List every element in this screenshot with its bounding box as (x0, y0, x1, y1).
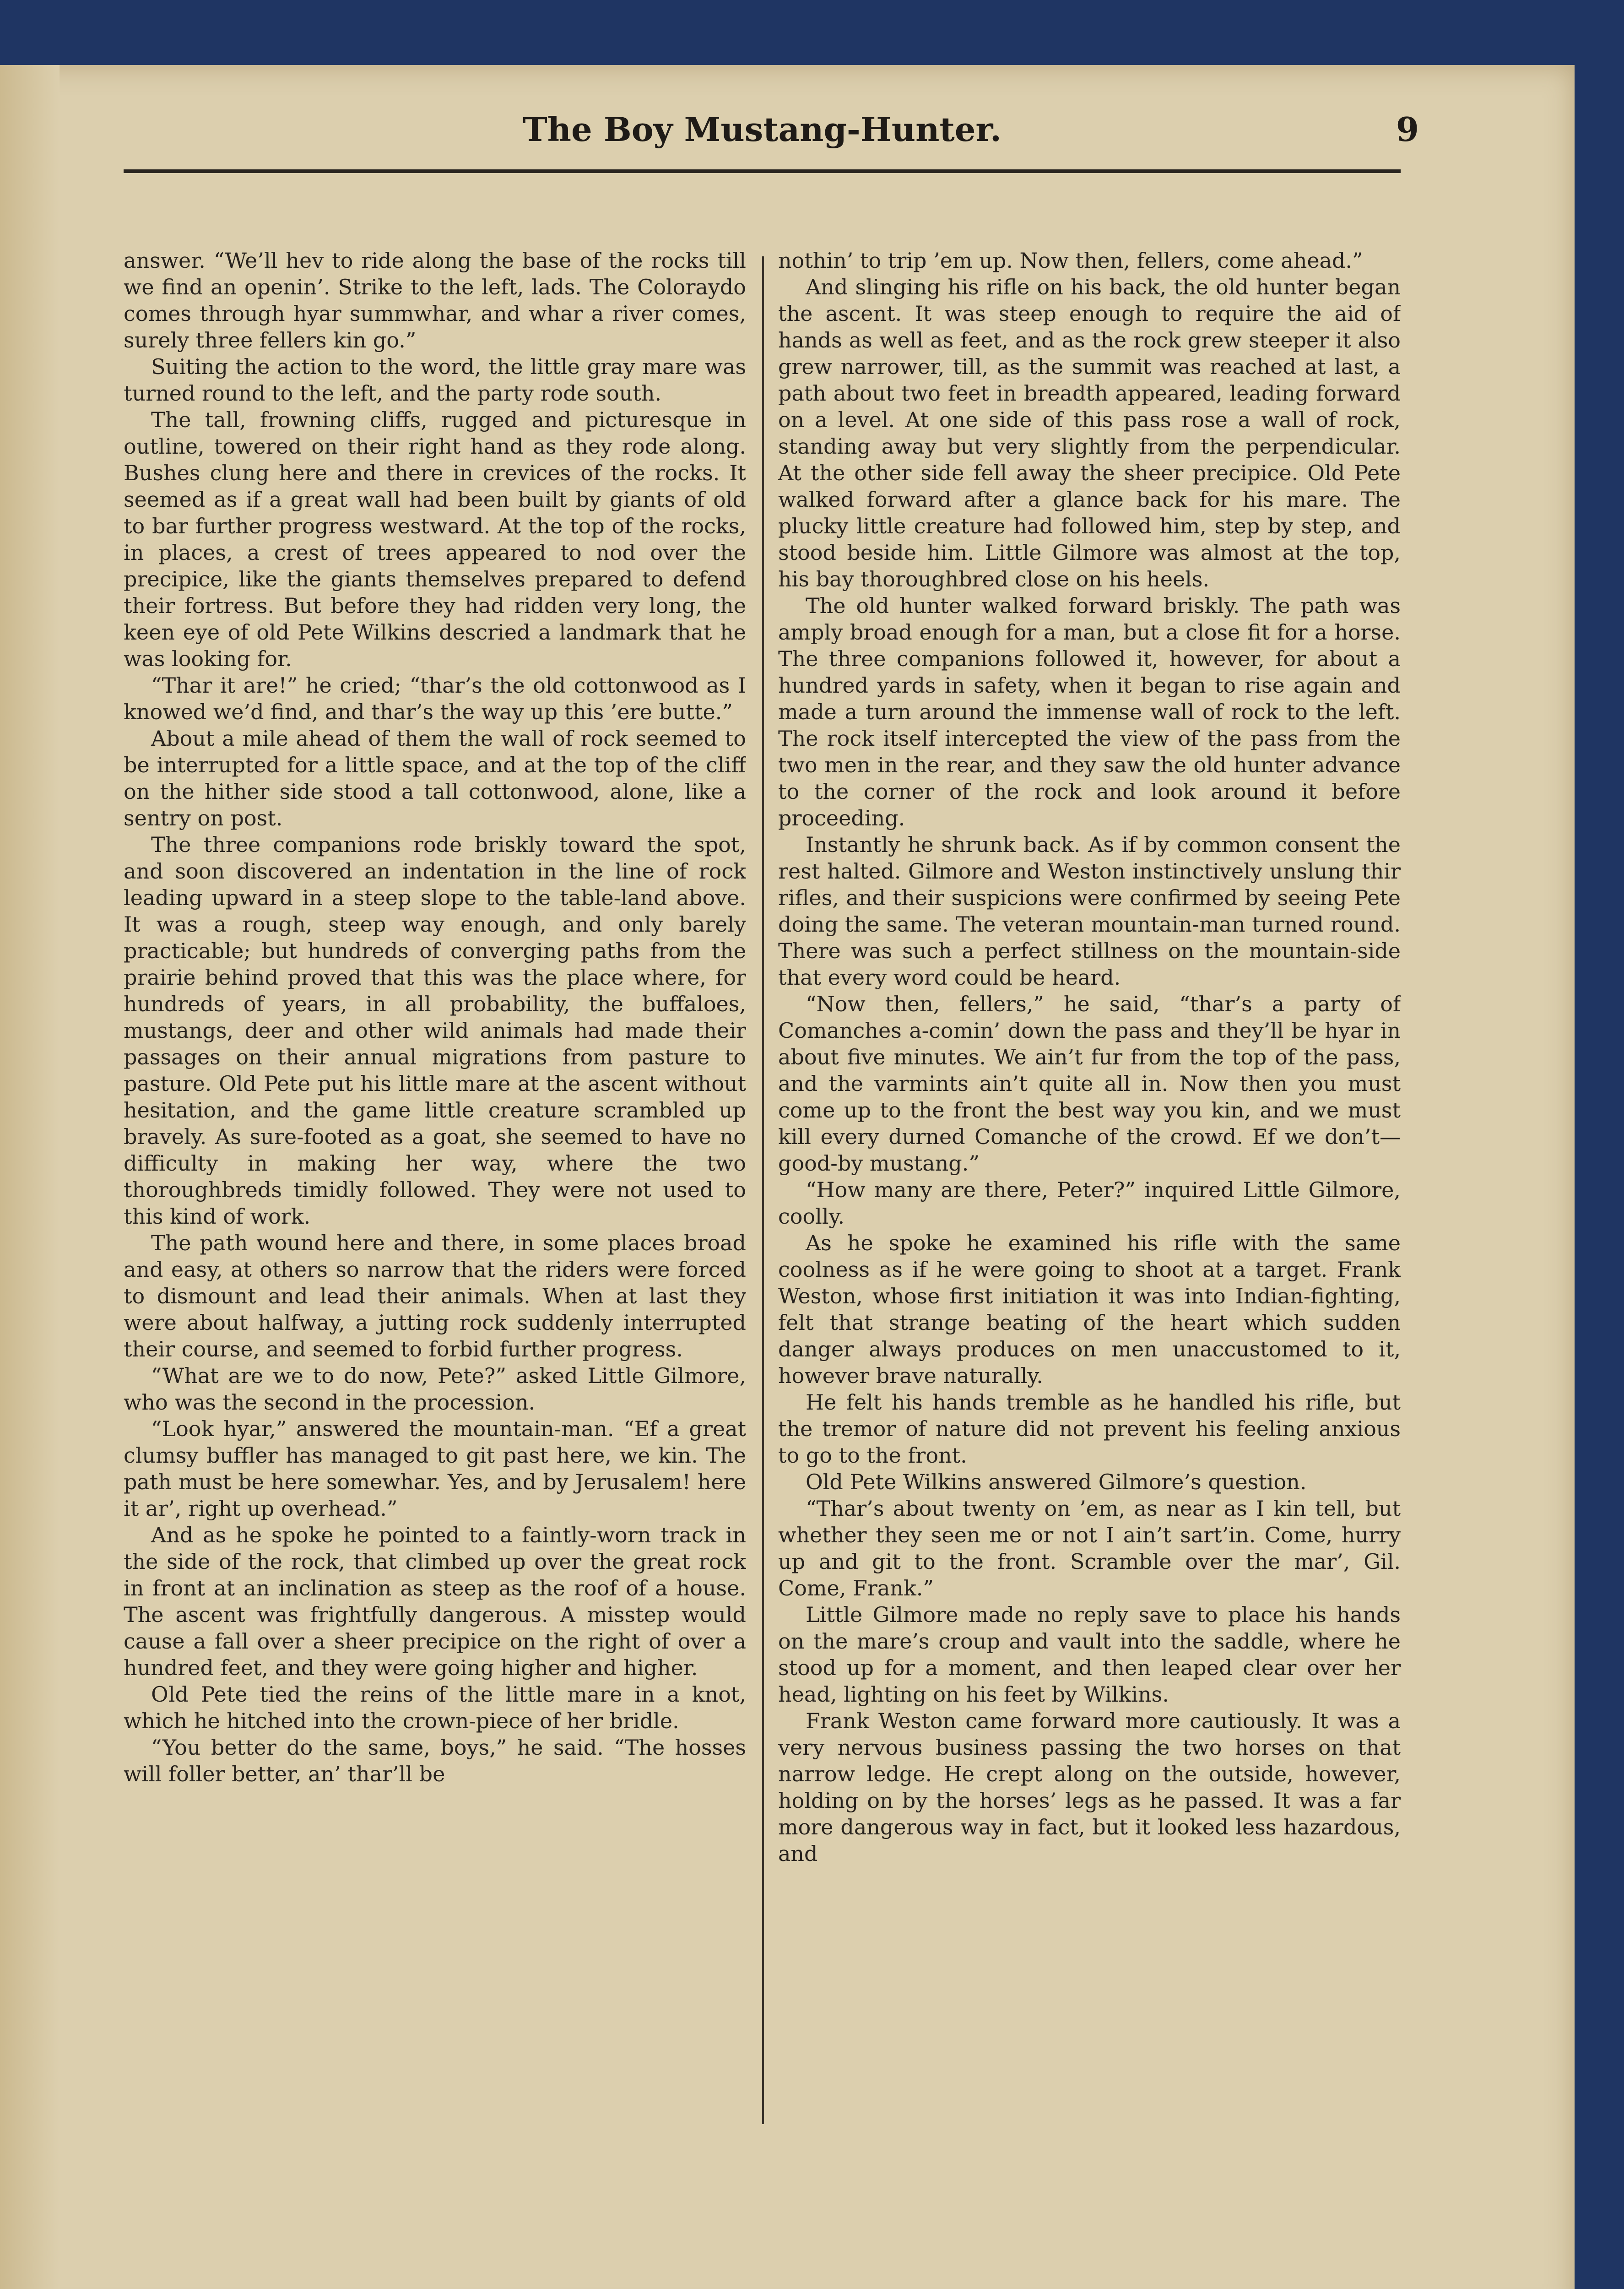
paragraph: About a mile ahead of them the wall of rock seemed to be interrupted for a little space, and at the top of the cliff on the hither side stood a tall cottonwood, alone, like a sentry on post. (124, 726, 746, 830)
paragraph: The three companions rode briskly toward the spot, and soon discovered an indentation in the line of rock leading upward in a steep slope to the table-land above. It was a rough, steep way enough, and only barely practicable; but hundreds of converging paths from the prairie behind proved that this was the place where, for hundreds of years, in all probability, the buffaloes, mustangs, deer and other wild animals had made their passages on their annual migrations from pasture to pasture. Old Pete put his little mare at the ascent without hesitation, and the game little creature scrambled up bravely. As sure-footed as a goat, she seemed to have no difficulty in making her way, where the two thoroughbreds timidly followed. They were not used to this kind of work. (124, 832, 746, 1229)
paragraph: nothin’ to trip ’em up. Now then, fellers, come ahead.” (778, 248, 1363, 273)
page-title: The Boy Mustang-Hunter. (523, 110, 1001, 149)
left-text-column (124, 247, 746, 2124)
paragraph: Little Gilmore made no reply save to place his hands on the mare’s croup and vault into the saddle, where he stood up for a moment, and then leaped clear over her head, lighting on his feet by Wilkins. (778, 1602, 1401, 1707)
paragraph: “Now then, fellers,” he said, “thar’s a party of Comanches a-comin’ down the pass and they’ll be hyar in about five minutes. We ain’t fur from the top of the pass, and the varmints ain’t quite all in. Now then you must come up to the front the best way you kin, and we must kill every durned Comanche of the crowd. Ef we don’t—good-by mustang.” (778, 992, 1401, 1176)
running-head (124, 105, 1419, 173)
paragraph: Frank Weston came forward more cautiously. It was a very nervous business passing the two horses on that narrow ledge. He crept along on the outside, however, holding on by the horses’ legs as he passed. It was a far more dangerous way in fact, but it looked less hazardous, and (778, 1709, 1401, 1866)
paragraph: And as he spoke he pointed to a faintly-worn track in the side of the rock, that climbed up over the great rock in front at an inclination as steep as the roof of a house. The ascent was frightfully dangerous. A misstep would cause a fall over a sheer precipice on the right of over a hundred feet, and they were going higher and higher. (124, 1523, 746, 1680)
column-divider (762, 256, 764, 2124)
paragraph: And slinging his rifle on his back, the old hunter began the ascent. It was steep enough to require the aid of hands as well as feet, and as the rock grew steeper it also grew narrower, till, as the summit was reached at last, a path about two feet in breadth appeared, leading forward on a level. At one side of this pass rose a wall of rock, standing away but very slightly from the perpendicular. At the other side fell away the sheer precipice. Old Pete walked forward after a glance back for his mare. The plucky little creature had followed him, step by step, and stood beside him. Little Gilmore was almost at the top, his bay thoroughbred close on his heels. (778, 275, 1401, 591)
paragraph: As he spoke he examined his rifle with the same coolness as if he were going to shoot at a target. Frank Weston, whose first initiation it was into Indian-fighting, felt that strange beating of the heart which sudden danger always produces on men unaccustomed to it, however brave naturally. (778, 1231, 1401, 1388)
paragraph: The old hunter walked forward briskly. The path was amply broad enough for a man, but a close fit for a horse. The three companions followed it, however, for about a hundred yards in safety, when it began to rise again and made a turn around the immense wall of rock to the left. The rock itself intercepted the view of the pass from the two men in the rear, and they saw the old hunter advance to the corner of the rock and look around it before proceeding. (778, 593, 1401, 830)
page-binding-edge (0, 65, 60, 2289)
paragraph: Instantly he shrunk back. As if by common consent the rest halted. Gilmore and Weston instinctively unslung thir rifles, and their suspicions were confirmed by seeing Pete doing the same. The veteran mountain-man turned round. There was such a perfect stillness on the mountain-side that every word could be heard. (778, 832, 1401, 990)
paragraph: “What are we to do now, Pete?” asked Little Gilmore, who was the second in the procession. (124, 1363, 746, 1415)
paragraph: answer. “We’ll hev to ride along the base of the rocks till we find an openin’. Strike to the left, lads. The Coloraydo comes through hyar summwhar, and whar a river comes, surely three fellers kin go.” (124, 248, 746, 353)
paragraph: Suiting the action to the word, the little gray mare was turned round to the left, and the party rode south. (124, 354, 746, 406)
paragraph: Old Pete tied the reins of the little mare in a knot, which he hitched into the crown-piece of her bridle. (124, 1682, 746, 1733)
right-text-column (778, 247, 1401, 2124)
paragraph: “You better do the same, boys,” he said. “The hosses will foller better, an’ thar’ll be (124, 1735, 746, 1786)
paragraph: The tall, frowning cliffs, rugged and picturesque in outline, towered on their right hand as they rode along. Bushes clung here and there in crevices of the rocks. It seemed as if a great wall had been built by giants of old to bar further progress westward. At the top of the rocks, in places, a crest of trees appeared to nod over the precipice, like the giants themselves prepared to defend their fortress. But before they had ridden very long, the keen eye of old Pete Wilkins descried a landmark that he was looking for. (124, 407, 746, 671)
paragraph: The path wound here and there, in some places broad and easy, at others so narrow that the riders were forced to dismount and lead their animals. When at last they were about halfway, a jutting rock suddenly interrupted their course, and seemed to forbid further progress. (124, 1231, 746, 1361)
paragraph: “Look hyar,” answered the mountain-man. “Ef a great clumsy buffler has managed to git past here, we kin. The path must be here somewhar. Yes, and by Jerusalem! here it ar’, right up overhead.” (124, 1416, 746, 1521)
page-number: 9 (1396, 110, 1419, 149)
paragraph: He felt his hands tremble as he handled his rifle, but the tremor of nature did not prevent his feeling anxious to go to the front. (778, 1390, 1401, 1468)
paragraph: “Thar’s about twenty on ’em, as near as I kin tell, but whether they seen me or not I ain’t sart’in. Come, hurry up and git to the front. Scramble over the mar’, Gil. Come, Frank.” (778, 1496, 1401, 1600)
paragraph: Old Pete Wilkins answered Gilmore’s question. (806, 1470, 1307, 1494)
paragraph: “Thar it are!” he cried; “thar’s the old cottonwood as I knowed we’d find, and thar’s the way up this ’ere butte.” (124, 673, 746, 724)
paragraph: “How many are there, Peter?” inquired Little Gilmore, coolly. (778, 1177, 1401, 1229)
